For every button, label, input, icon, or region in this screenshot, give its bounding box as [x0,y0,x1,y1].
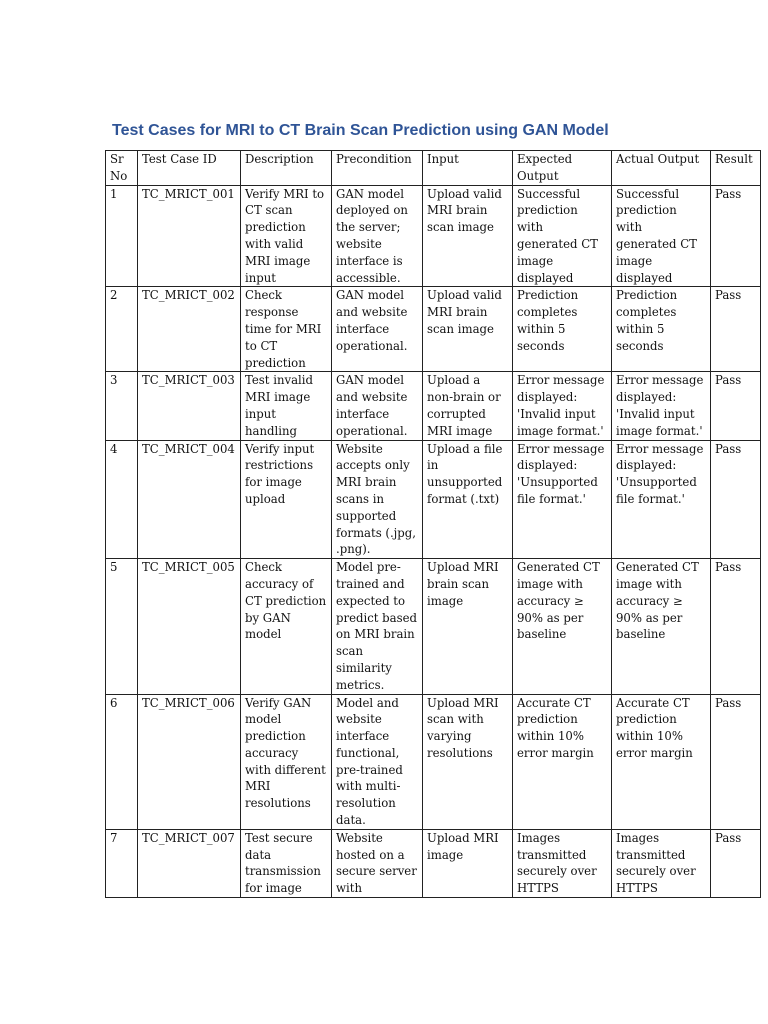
header-result: Result [711,151,761,186]
cell-expected-output: Successful prediction with generated CT image displayed [513,185,612,287]
cell-test-case-id: TC_MRICT_003 [138,372,241,440]
table-row [106,694,761,829]
cell-actual-output: Error message displayed: 'Invalid input image format.' [612,372,711,440]
table-row [106,185,761,287]
cell-expected-output: Images transmitted securely over HTTPS [513,829,612,897]
cell-description: Verify GAN model prediction accuracy with different MRI resolutions [241,694,332,829]
table-row [106,287,761,372]
header-input: Input [423,151,513,186]
cell-precondition: GAN model and website interface operational. [332,287,423,372]
cell-sr-no: 2 [106,287,138,372]
header-description: Description [241,151,332,186]
cell-result: Pass [711,829,761,897]
cell-input: Upload valid MRI brain scan image [423,287,513,372]
cell-actual-output: Accurate CT prediction within 10% error margin [612,694,711,829]
header-actual-output: Actual Output [612,151,711,186]
cell-test-case-id: TC_MRICT_006 [138,694,241,829]
cell-result: Pass [711,185,761,287]
page-title: Test Cases for MRI to CT Brain Scan Prediction using GAN Model [112,122,609,139]
cell-description: Check accuracy of CT prediction by GAN model [241,559,332,694]
cell-test-case-id: TC_MRICT_002 [138,287,241,372]
cell-input: Upload valid MRI brain scan image [423,185,513,287]
cell-actual-output: Prediction completes within 5 seconds [612,287,711,372]
cell-result: Pass [711,440,761,559]
cell-sr-no: 1 [106,185,138,287]
header-test-case-id: Test Case ID [138,151,241,186]
cell-precondition: Model and website interface functional, pre-trained with multi-resolution data. [332,694,423,829]
cell-sr-no: 3 [106,372,138,440]
cell-result: Pass [711,287,761,372]
cell-expected-output: Error message displayed: 'Unsupported file format.' [513,440,612,559]
cell-precondition: Website hosted on a secure server with [332,829,423,897]
cell-test-case-id: TC_MRICT_004 [138,440,241,559]
cell-expected-output: Generated CT image with accuracy ≥ 90% as per baseline [513,559,612,694]
table-row [106,372,761,440]
header-precondition: Precondition [332,151,423,186]
cell-actual-output: Error message displayed: 'Unsupported file format.' [612,440,711,559]
cell-precondition: GAN model deployed on the server; website interface is accessible. [332,185,423,287]
table-row [106,829,761,897]
cell-sr-no: 5 [106,559,138,694]
cell-test-case-id: TC_MRICT_007 [138,829,241,897]
table-row [106,559,761,694]
cell-precondition: GAN model and website interface operational. [332,372,423,440]
cell-description: Test secure data transmission for image [241,829,332,897]
cell-precondition: Website accepts only MRI brain scans in supported formats (.jpg, .png). [332,440,423,559]
cell-input: Upload MRI scan with varying resolutions [423,694,513,829]
cell-sr-no: 7 [106,829,138,897]
cell-result: Pass [711,559,761,694]
cell-test-case-id: TC_MRICT_005 [138,559,241,694]
cell-result: Pass [711,372,761,440]
cell-description: Test invalid MRI image input handling [241,372,332,440]
test-cases-table [105,150,761,898]
header-expected-output: Expected Output [513,151,612,186]
cell-input: Upload a non-brain or corrupted MRI image [423,372,513,440]
cell-description: Check response time for MRI to CT prediction [241,287,332,372]
cell-test-case-id: TC_MRICT_001 [138,185,241,287]
cell-input: Upload MRI brain scan image [423,559,513,694]
table-row [106,440,761,559]
cell-input: Upload a file in unsupported format (.txt) [423,440,513,559]
cell-result: Pass [711,694,761,829]
cell-expected-output: Accurate CT prediction within 10% error margin [513,694,612,829]
cell-sr-no: 4 [106,440,138,559]
cell-description: Verify MRI to CT scan prediction with valid MRI image input [241,185,332,287]
table-header-row [106,151,761,186]
header-sr-no: Sr No [106,151,138,186]
cell-expected-output: Prediction completes within 5 seconds [513,287,612,372]
cell-expected-output: Error message displayed: 'Invalid input image format.' [513,372,612,440]
cell-actual-output: Images transmitted securely over HTTPS [612,829,711,897]
cell-input: Upload MRI image [423,829,513,897]
cell-actual-output: Successful prediction with generated CT image displayed [612,185,711,287]
cell-precondition: Model pre-trained and expected to predict based on MRI brain scan similarity metrics. [332,559,423,694]
cell-description: Verify input restrictions for image upload [241,440,332,559]
cell-sr-no: 6 [106,694,138,829]
cell-actual-output: Generated CT image with accuracy ≥ 90% as per baseline [612,559,711,694]
